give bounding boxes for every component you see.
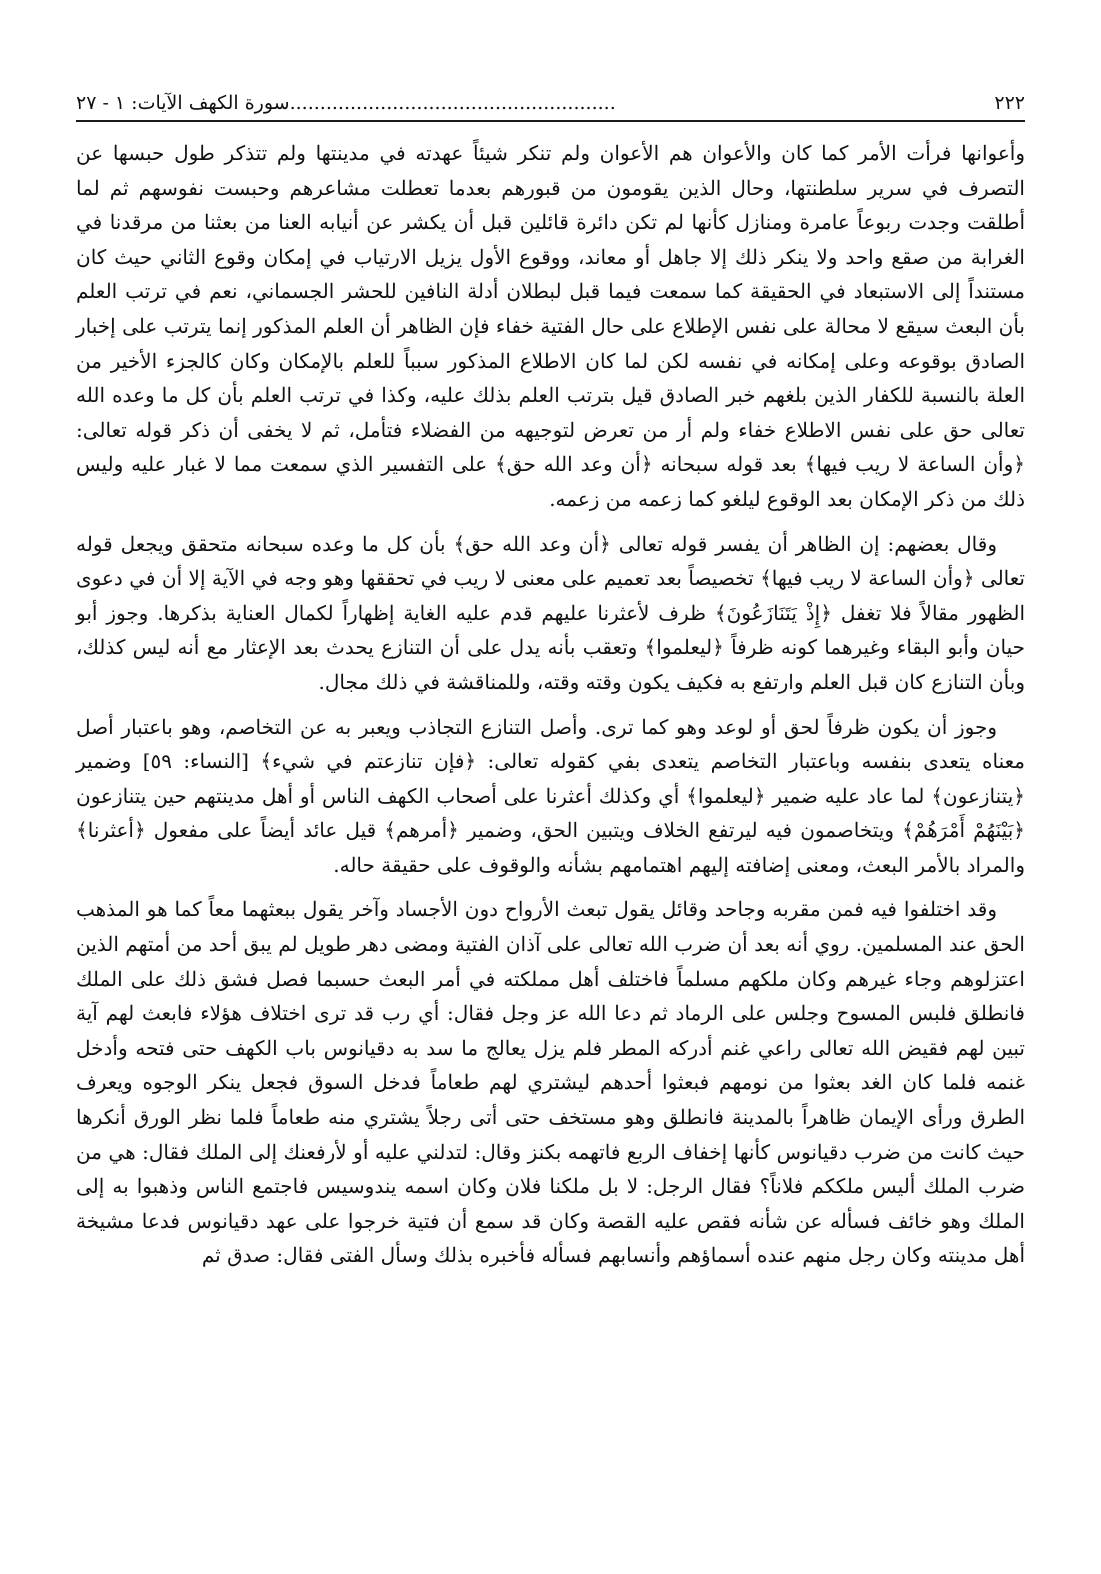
page-header	[76, 86, 1025, 122]
page-number: ٢٢٢	[994, 92, 1025, 114]
paragraph-2: وقال بعضهم: إن الظاهر أن يفسر قوله تعالى ﴿أن وعد الله حق﴾ بأن كل ما وعده سبحانه متحقق ويجعل قوله تعالى ﴿وأن الساعة لا ريب فيها﴾ تخصيصاً بعد تعميم على معنى لا ريب في تحققها وهو وجه في الآية إلا أن في دعوى الظهور مقالاً فلا تغفل ﴿إِذْ يَتَنَازَعُونَ﴾ ظرف لأعثرنا عليهم قدم عليه الغاية إظهاراً لكمال العناية بذكرها. وجوز أبو حيان وأبو البقاء وغيرهما كونه ظرفاً ﴿ليعلموا﴾ وتعقب بأنه يدل على أن التنازع يحدث بعد الإعثار مع أنه ليس كذلك، وبأن التنازع كان قبل العلم وارتفع به فكيف يكون وقته وقته، وللمناقشة في ذلك مجال.	[76, 531, 1026, 694]
running-title: ......................................................سورة الكهف الآيات: ١ - ٢٧	[76, 92, 616, 114]
running-title-text: سورة الكهف الآيات: ١ - ٢٧	[76, 92, 290, 114]
paragraph-3: وجوز أن يكون ظرفاً لحق أو لوعد وهو كما ترى. وأصل التنازع التجاذب ويعبر به عن التخاصم، وهو باعتبار أصل معناه يتعدى بنفسه وباعتبار التخاصم يتعدى بفي كقوله تعالى: ﴿فإن تنازعتم في شيء﴾ [النساء: ٥٩] وضمير ﴿يتنازعون﴾ لما عاد عليه ضمير ﴿ليعلموا﴾ أي وكذلك أعثرنا على أصحاب الكهف الناس أو أهل مدينتهم حين يتنازعون ﴿بَيْنَهُمْ أَمْرَهُمْ﴾ ويتخاصمون فيه ليرتفع الخلاف ويتبين الحق، وضمير ﴿أمرهم﴾ قيل عائد أيضاً على مفعول ﴿أعثرنا﴾ والمراد بالأمر البعث، ومعنى إضافته إليهم اهتمامهم بشأنه والوقوف على حقيقة حاله.	[76, 714, 1025, 877]
paragraph-4: وقد اختلفوا فيه فمن مقربه وجاحد وقائل يقول تبعث الأرواح دون الأجساد وآخر يقول ببعثهما معاً كما هو المذهب الحق عند المسلمين. روي أنه بعد أن ضرب الله تعالى على آذان الفتية ومضى دهر طويل لم يبق أحد من أمتهم الذين اعتزلوهم وجاء غيرهم وكان ملكهم مسلماً فاختلف أهل مملكته في أمر البعث حسبما فصل فشق ذلك على الملك فانطلق فلبس المسوح وجلس على الرماد ثم دعا الله عز وجل فقال: أي رب قد ترى اختلاف هؤلاء فابعث لهم آية تبين لهم فقيض الله تعالى راعي غنم أدركه المطر فلم يزل يعالج ما سد به دقيانوس باب الكهف حتى فتحه وأدخل غنمه فلما كان الغد بعثوا من نومهم فبعثوا أحدهم ليشتري لهم طعاماً فدخل السوق فجعل ينكر الوجوه ويعرف الطرق ورأى الإيمان ظاهراً بالمدينة فانطلق وهو مستخف حتى أتى رجلاً يشتري منه طعاماً فلما نظر الورق أنكرها حيث كانت من ضرب دقيانوس كأنها إخفاف الربع فاتهمه بكنز وقال: لتدلني عليه أو لأرفعنك إلى الملك فقال: هي من ضرب الملك أليس ملككم فلاناً؟ فقال الرجل: لا بل ملكنا فلان وكان اسمه يندوسيس فاجتمع الناس وذهبوا به إلى الملك وهو خائف فسأله عن شأنه فقص عليه القصة وكان قد سمع أن فتية خرجوا على عهد دقيانوس فدعا مشيخة أهل مدينته وكان رجل منهم عنده أسماؤهم وأنسابهم فسأله فأخبره بذلك وسأل الفتى فقال: صدق ثم	[76, 897, 1025, 1268]
paragraph-1: وأعوانها فرأت الأمر كما كان والأعوان هم الأعوان ولم تنكر شيئاً عهدته في مدينتها ولم تتذكر طول حبسها عن التصرف في سرير سلطنتها، وحال الذين يقومون من قبورهم بعدما تعطلت مشاعرهم وحبست نفوسهم ثم لما أطلقت وجدت ربوعاً عامرة ومنازل كأنها لم تكن دائرة قائلين قبل أن يكشر عن أنيابه العنا من بعثنا من مرقدنا في الغرابة من صقع واحد ولا ينكر ذلك إلا جاهل أو معاند، ووقوع الأول يزيل الارتياب في إمكان وقوع الثاني حيث كان مستنداً إلى الاستبعاد في الحقيقة كما سمعت فيما قبل لبطلان أدلة النافين للحشر الجسماني، نعم في ترتب العلم بأن البعث سيقع لا محالة على نفس الإطلاع على حال الفتية خفاء فإن الظاهر أن العلم المذكور إنما يترتب على إخبار الصادق بوقوعه وعلى إمكانه في نفسه لكن لما كان الاطلاع المذكور سبباً للعلم بالإمكان وكان كالجزء الأخير من العلة بالنسبة للكفار الذين بلغهم خبر الصادق قيل بترتب العلم بذلك عليه، وكذا في ترتب العلم بأن كل ما وعده الله تعالى حق على نفس الاطلاع خفاء ولم أر من تعرض لتوجيهه من الفضلاء فتأمل، ثم لا يخفى أن ذكر قوله تعالى: ﴿وأن الساعة لا ريب فيها﴾ بعد قوله سبحانه ﴿أن وعد الله حق﴾ على التفسير الذي سمعت مما لا غبار عليه وليس ذلك من ذكر الإمكان بعد الوقوع ليلغو كما زعمه من زعمه.	[76, 141, 1026, 511]
page-body	[76, 136, 1025, 1273]
